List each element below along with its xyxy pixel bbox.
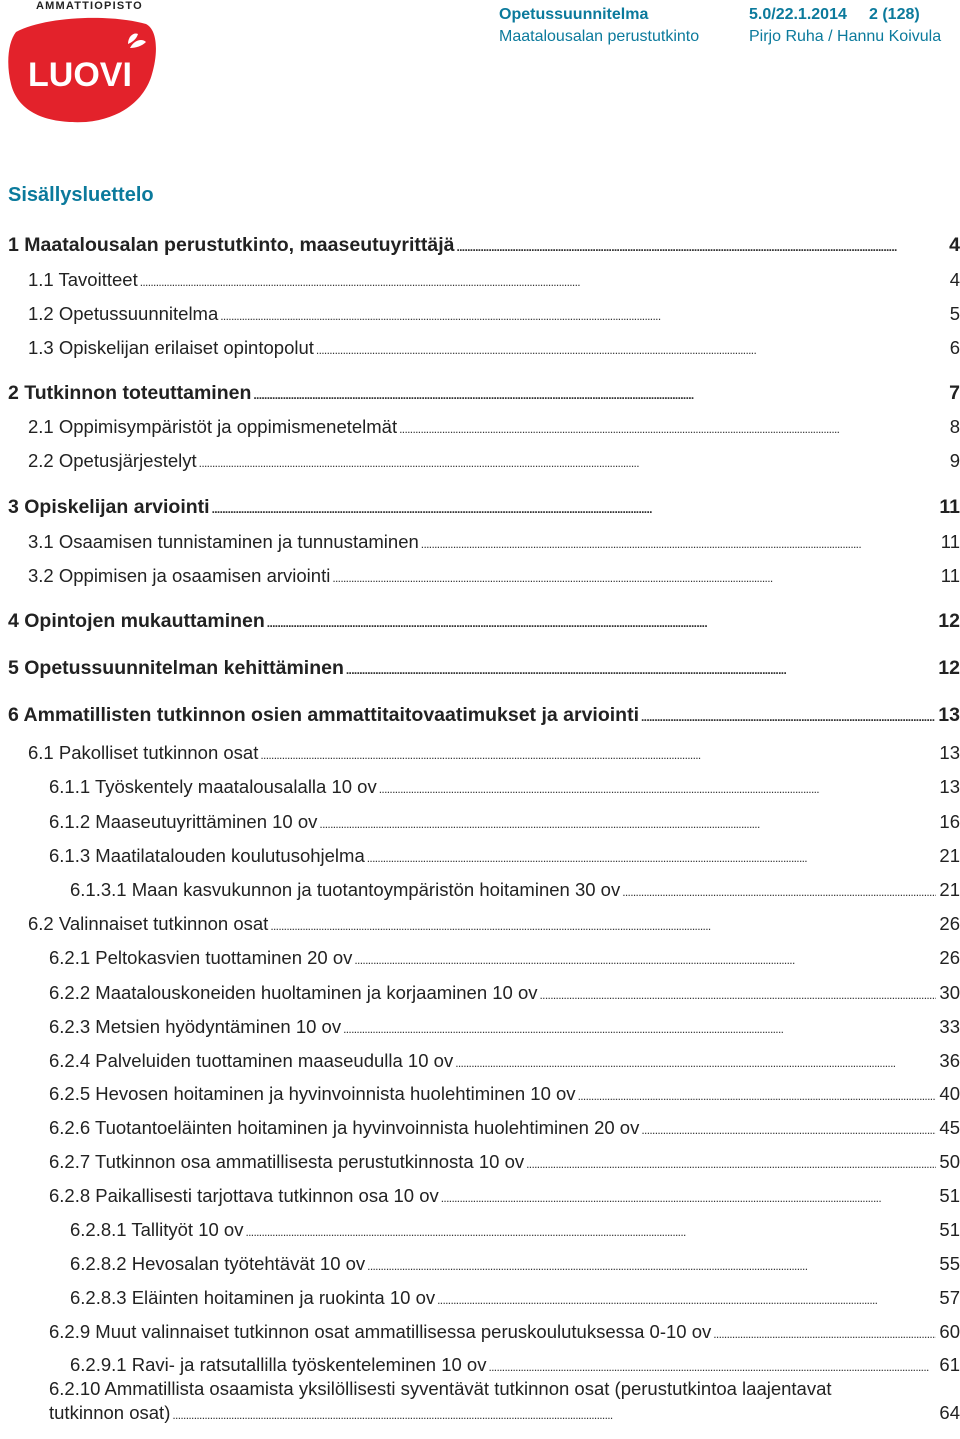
toc-entry-page: 26 [939,913,960,934]
toc-entry-label: 6.2.9.1 Ravi- ja ratsutallilla työskenteleminen 10 ov [70,1354,487,1375]
toc-entry[interactable] [49,1150,960,1176]
toc-entry-page: 26 [939,947,960,968]
toc-entry-label: 4 Opintojen mukauttaminen [8,610,265,632]
toc-entry[interactable] [70,1286,960,1312]
doc-version: 5.0/22.1.2014 [749,6,847,23]
toc-entry[interactable] [28,449,960,475]
toc-entry[interactable] [28,336,960,362]
toc-leader-dots [172,1403,936,1427]
toc-leader-dots [456,235,946,259]
toc-entry[interactable] [49,844,960,870]
toc-entry-label: 1.2 Opetussuunnitelma [28,303,219,324]
doc-title: Opetussuunnitelma [499,6,649,23]
toc-entry-page: 50 [939,1151,960,1172]
toc-entry[interactable] [70,1252,960,1278]
luovi-logo [6,0,156,124]
toc-entry[interactable] [28,268,960,294]
toc-entry[interactable] [28,564,960,590]
toc-entry-page: 55 [939,1253,960,1274]
toc-entry-label: 2 Tutkinnon toteuttaminen [8,382,252,404]
toc-leader-dots [245,1220,936,1244]
doc-subtitle: Maatalousalan perustutkinto [499,28,700,45]
toc-entry-page: 6 [949,337,960,358]
toc-leader-dots [367,846,937,870]
toc-leader-dots [354,948,936,972]
toc-entry-page: 51 [939,1219,960,1240]
toc-entry-label: 2.1 Oppimisympäristöt ja oppimismenetelmät [28,416,398,437]
toc-entry-page: 51 [939,1185,960,1206]
toc-entry[interactable] [49,946,960,972]
toc-entry-page: 16 [939,811,960,832]
toc-entry-label: 6.2 Valinnaiset tutkinnon osat [28,913,269,934]
toc-entry-label: 6.1.2 Maaseutuyrittäminen 10 ov [49,811,318,832]
toc-entry[interactable] [70,1353,960,1379]
logo-blob-icon [6,14,156,124]
toc-entry-page: 11 [940,531,960,552]
toc-entry-label: 6.1.3 Maatilatalouden koulutusohjelma [49,845,365,866]
toc-leader-dots [455,1051,936,1075]
toc-entry[interactable] [49,1015,960,1041]
toc-entry[interactable] [49,1049,960,1075]
toc-entry-page: 11 [939,496,960,518]
toc-entry[interactable] [49,1320,960,1346]
toc-leader-dots [267,611,936,635]
toc-entry-label: 3 Opiskelijan arviointi [8,496,210,518]
toc-entry-page: 5 [949,303,960,324]
toc-leader-dots [199,451,947,475]
toc-leader-dots [140,270,947,294]
toc-entry-label-continued: tutkinnon osat) [49,1402,171,1423]
toc-entry-page: 4 [949,234,960,256]
toc-entry-label: 6.1.1 Työskentely maatalousalalla 10 ov [49,776,377,797]
toc-entry-page: 40 [939,1083,960,1104]
toc-entry-page: 61 [939,1354,960,1375]
logo-org-name: AMMATTIOPISTO [36,0,143,12]
toc-entry-page: 12 [938,657,960,679]
toc-leader-dots [622,880,936,904]
toc-entry[interactable] [49,810,960,836]
toc-entry-label: 5 Opetussuunnitelman kehittäminen [8,657,344,679]
toc-entry-label: 1.1 Tavoitteet [28,269,138,290]
doc-authors: Pirjo Ruha / Hannu Koivula [749,28,942,45]
toc-entry[interactable] [70,878,960,904]
toc-entry-label: 6.2.7 Tutkinnon osa ammatillisesta perustutkinnosta 10 ov [49,1151,525,1172]
toc-entry[interactable] [49,1377,960,1427]
toc-entry-label: 6.2.5 Hevosen hoitaminen ja hyvinvoinnista huolehtiminen 10 ov [49,1083,576,1104]
toc-entry-page: 13 [938,704,960,726]
toc-entry-label: 1 Maatalousalan perustutkinto, maaseutuyrittäjä [8,234,455,256]
toc-leader-dots [316,338,947,362]
doc-page-number: 2 (128) [869,6,920,23]
toc-entry-page: 60 [939,1321,960,1342]
toc-entry-page: 13 [939,742,960,763]
toc-leader-dots [641,1118,936,1142]
toc-entry[interactable] [49,1184,960,1210]
toc-entry-label: 3.1 Osaamisen tunnistaminen ja tunnustaminen [28,531,419,552]
toc-entry[interactable] [49,1082,960,1108]
doc-meta-title [499,4,699,48]
toc-entry-page: 57 [939,1287,960,1308]
toc-leader-dots [379,777,937,801]
toc-leader-dots [488,1355,936,1379]
toc-entry-label: 3.2 Oppimisen ja osaamisen arviointi [28,565,331,586]
toc-leader-dots [343,1017,936,1041]
toc-entry-page: 64 [939,1402,960,1423]
toc-entry-label: 6.2.10 Ammatillista osaamista yksilöllisesti syventävät tutkinnon osat (perustutkintoa laajentavat [49,1378,832,1399]
toc-entry-page: 9 [949,450,960,471]
toc-entry[interactable] [28,415,960,441]
toc-entry-label: 6.2.6 Tuotantoeläinten hoitaminen ja hyvinvoinnista huolehtiminen 20 ov [49,1117,640,1138]
doc-meta-version [749,4,941,48]
toc-entry[interactable] [28,530,960,556]
toc-entry-page: 33 [939,1016,960,1037]
toc-entry[interactable] [8,703,960,729]
toc-leader-dots [437,1288,936,1312]
toc-entry-label: 2.2 Opetusjärjestelyt [28,450,197,471]
toc-entry-label: 6.2.2 Maatalouskoneiden huoltaminen ja korjaaminen 10 ov [49,982,538,1003]
toc-entry-page: 45 [939,1117,960,1138]
toc-entry-page: 8 [949,416,960,437]
toc-leader-dots [346,658,935,682]
toc-leader-dots [367,1254,936,1278]
toc-entry[interactable] [49,775,960,801]
toc-leader-dots [260,743,936,767]
toc-entry-page: 7 [949,382,960,404]
toc-entry-label: 6 Ammatillisten tutkinnon osien ammattitaitovaatimukset ja arviointi [8,704,639,726]
toc-entry[interactable] [49,981,960,1007]
toc-entry-label: 6.2.8.3 Eläinten hoitaminen ja ruokinta 10 ov [70,1287,436,1308]
toc-leader-dots [332,566,937,590]
toc-entry-page: 21 [939,879,960,900]
toc-entry-page: 36 [939,1050,960,1071]
toc-leader-dots [578,1084,937,1108]
toc-leader-dots [399,417,947,441]
toc-entry[interactable] [70,1218,960,1244]
toc-entry-label: 6.2.3 Metsien hyödyntäminen 10 ov [49,1016,342,1037]
toc-entry-page: 30 [939,982,960,1003]
toc-entry-label: 6.2.9 Muut valinnaiset tutkinnon osat ammatillisessa peruskoulutuksessa 0-10 ov [49,1321,712,1342]
toc-entry[interactable] [8,381,960,407]
toc-leader-dots [421,532,938,556]
toc-entry[interactable] [28,741,960,767]
toc-leader-dots [253,383,946,407]
toc-entry[interactable] [8,233,960,259]
toc-leader-dots [212,497,937,521]
toc-leader-dots [441,1186,937,1210]
toc-entry-page: 11 [940,565,960,586]
toc-entry[interactable] [28,302,960,328]
toc-leader-dots [220,304,946,328]
toc-entry-label: 6.2.8 Paikallisesti tarjottava tutkinnon osa 10 ov [49,1185,439,1206]
toc-leader-dots [713,1322,936,1346]
toc-entry-label: 6.2.8.2 Hevosalan työtehtävät 10 ov [70,1253,366,1274]
toc-entry-label: 6.1.3.1 Maan kasvukunnon ja tuotantoympäristön hoitaminen 30 ov [70,879,621,900]
toc-leader-dots [526,1152,936,1176]
page-header [0,0,960,130]
toc-entry-page: 21 [939,845,960,866]
toc-leader-dots [641,705,935,729]
toc-entry-page: 13 [939,776,960,797]
logo-name: LUOVI [28,56,132,94]
toc-entry[interactable] [49,1116,960,1142]
toc-entry-page: 12 [938,610,960,632]
toc-entry[interactable] [8,656,960,682]
toc-entry[interactable] [8,495,960,521]
toc-leader-dots [540,983,937,1007]
toc-entry-label: 6.1 Pakolliset tutkinnon osat [28,742,259,763]
toc-entry[interactable] [8,609,960,635]
toc-leader-dots [319,812,936,836]
toc-heading: Sisällysluettelo [8,184,154,206]
toc-entry-label: 6.2.1 Peltokasvien tuottaminen 20 ov [49,947,353,968]
toc-entry-label: 6.2.4 Palveluiden tuottaminen maaseudulla 10 ov [49,1050,454,1071]
toc-entry-page: 4 [949,269,960,290]
toc-entry-label: 1.3 Opiskelijan erilaiset opintopolut [28,337,314,358]
toc-leader-dots [270,914,936,938]
toc-entry[interactable] [28,912,960,938]
toc-entry-label: 6.2.8.1 Tallityöt 10 ov [70,1219,244,1240]
